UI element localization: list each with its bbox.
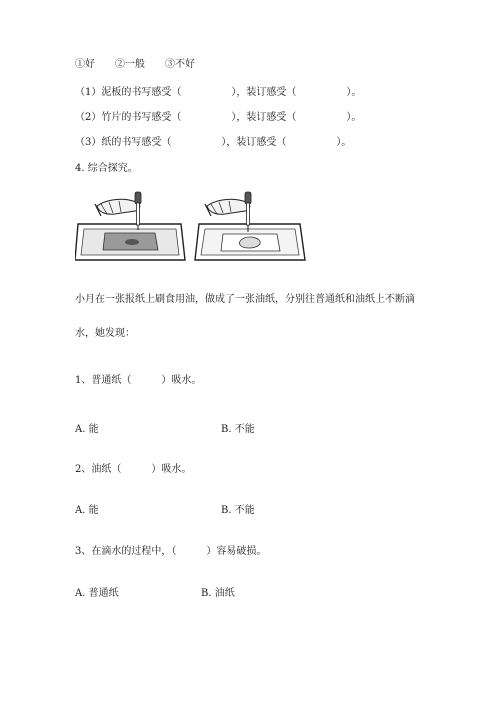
intro-text-line-2: 水，她发现： — [75, 328, 135, 339]
tray-right — [195, 224, 305, 260]
question-1-option-a: A. 能 — [75, 424, 99, 435]
question-2-prompt: 2、油纸（ ）吸水。 — [75, 464, 192, 475]
experiment-illustration — [75, 190, 307, 270]
question-item-2: （2）竹片的书写感受（ ），装订感受（ ）。 — [75, 112, 362, 123]
question-item-3: （3）纸的书写感受（ ），装订感受（ ）。 — [75, 137, 352, 148]
intro-text-line-1: 小月在一张报纸上刷食用油，做成了一张油纸，分别往普通纸和油纸上不断滴 — [75, 294, 415, 305]
question-item-1: （1）泥板的书写感受（ ），装订感受（ ）。 — [75, 87, 362, 98]
question-3-option-b: B. 油纸 — [201, 588, 235, 599]
tray-left — [75, 224, 185, 260]
rating-options: ①好 ②一般 ③不好 — [75, 59, 195, 70]
section-title: 4. 综合探究。 — [75, 163, 138, 174]
question-1-prompt: 1、普通纸（ ）吸水。 — [75, 375, 202, 386]
question-3-option-a: A. 普通纸 — [75, 588, 119, 599]
question-1-option-b: B. 不能 — [221, 424, 255, 435]
question-2-option-a: A. 能 — [75, 505, 99, 516]
question-2-option-b: B. 不能 — [221, 505, 255, 516]
question-3-prompt: 3、在滴水的过程中，（ ）容易破损。 — [75, 546, 267, 557]
